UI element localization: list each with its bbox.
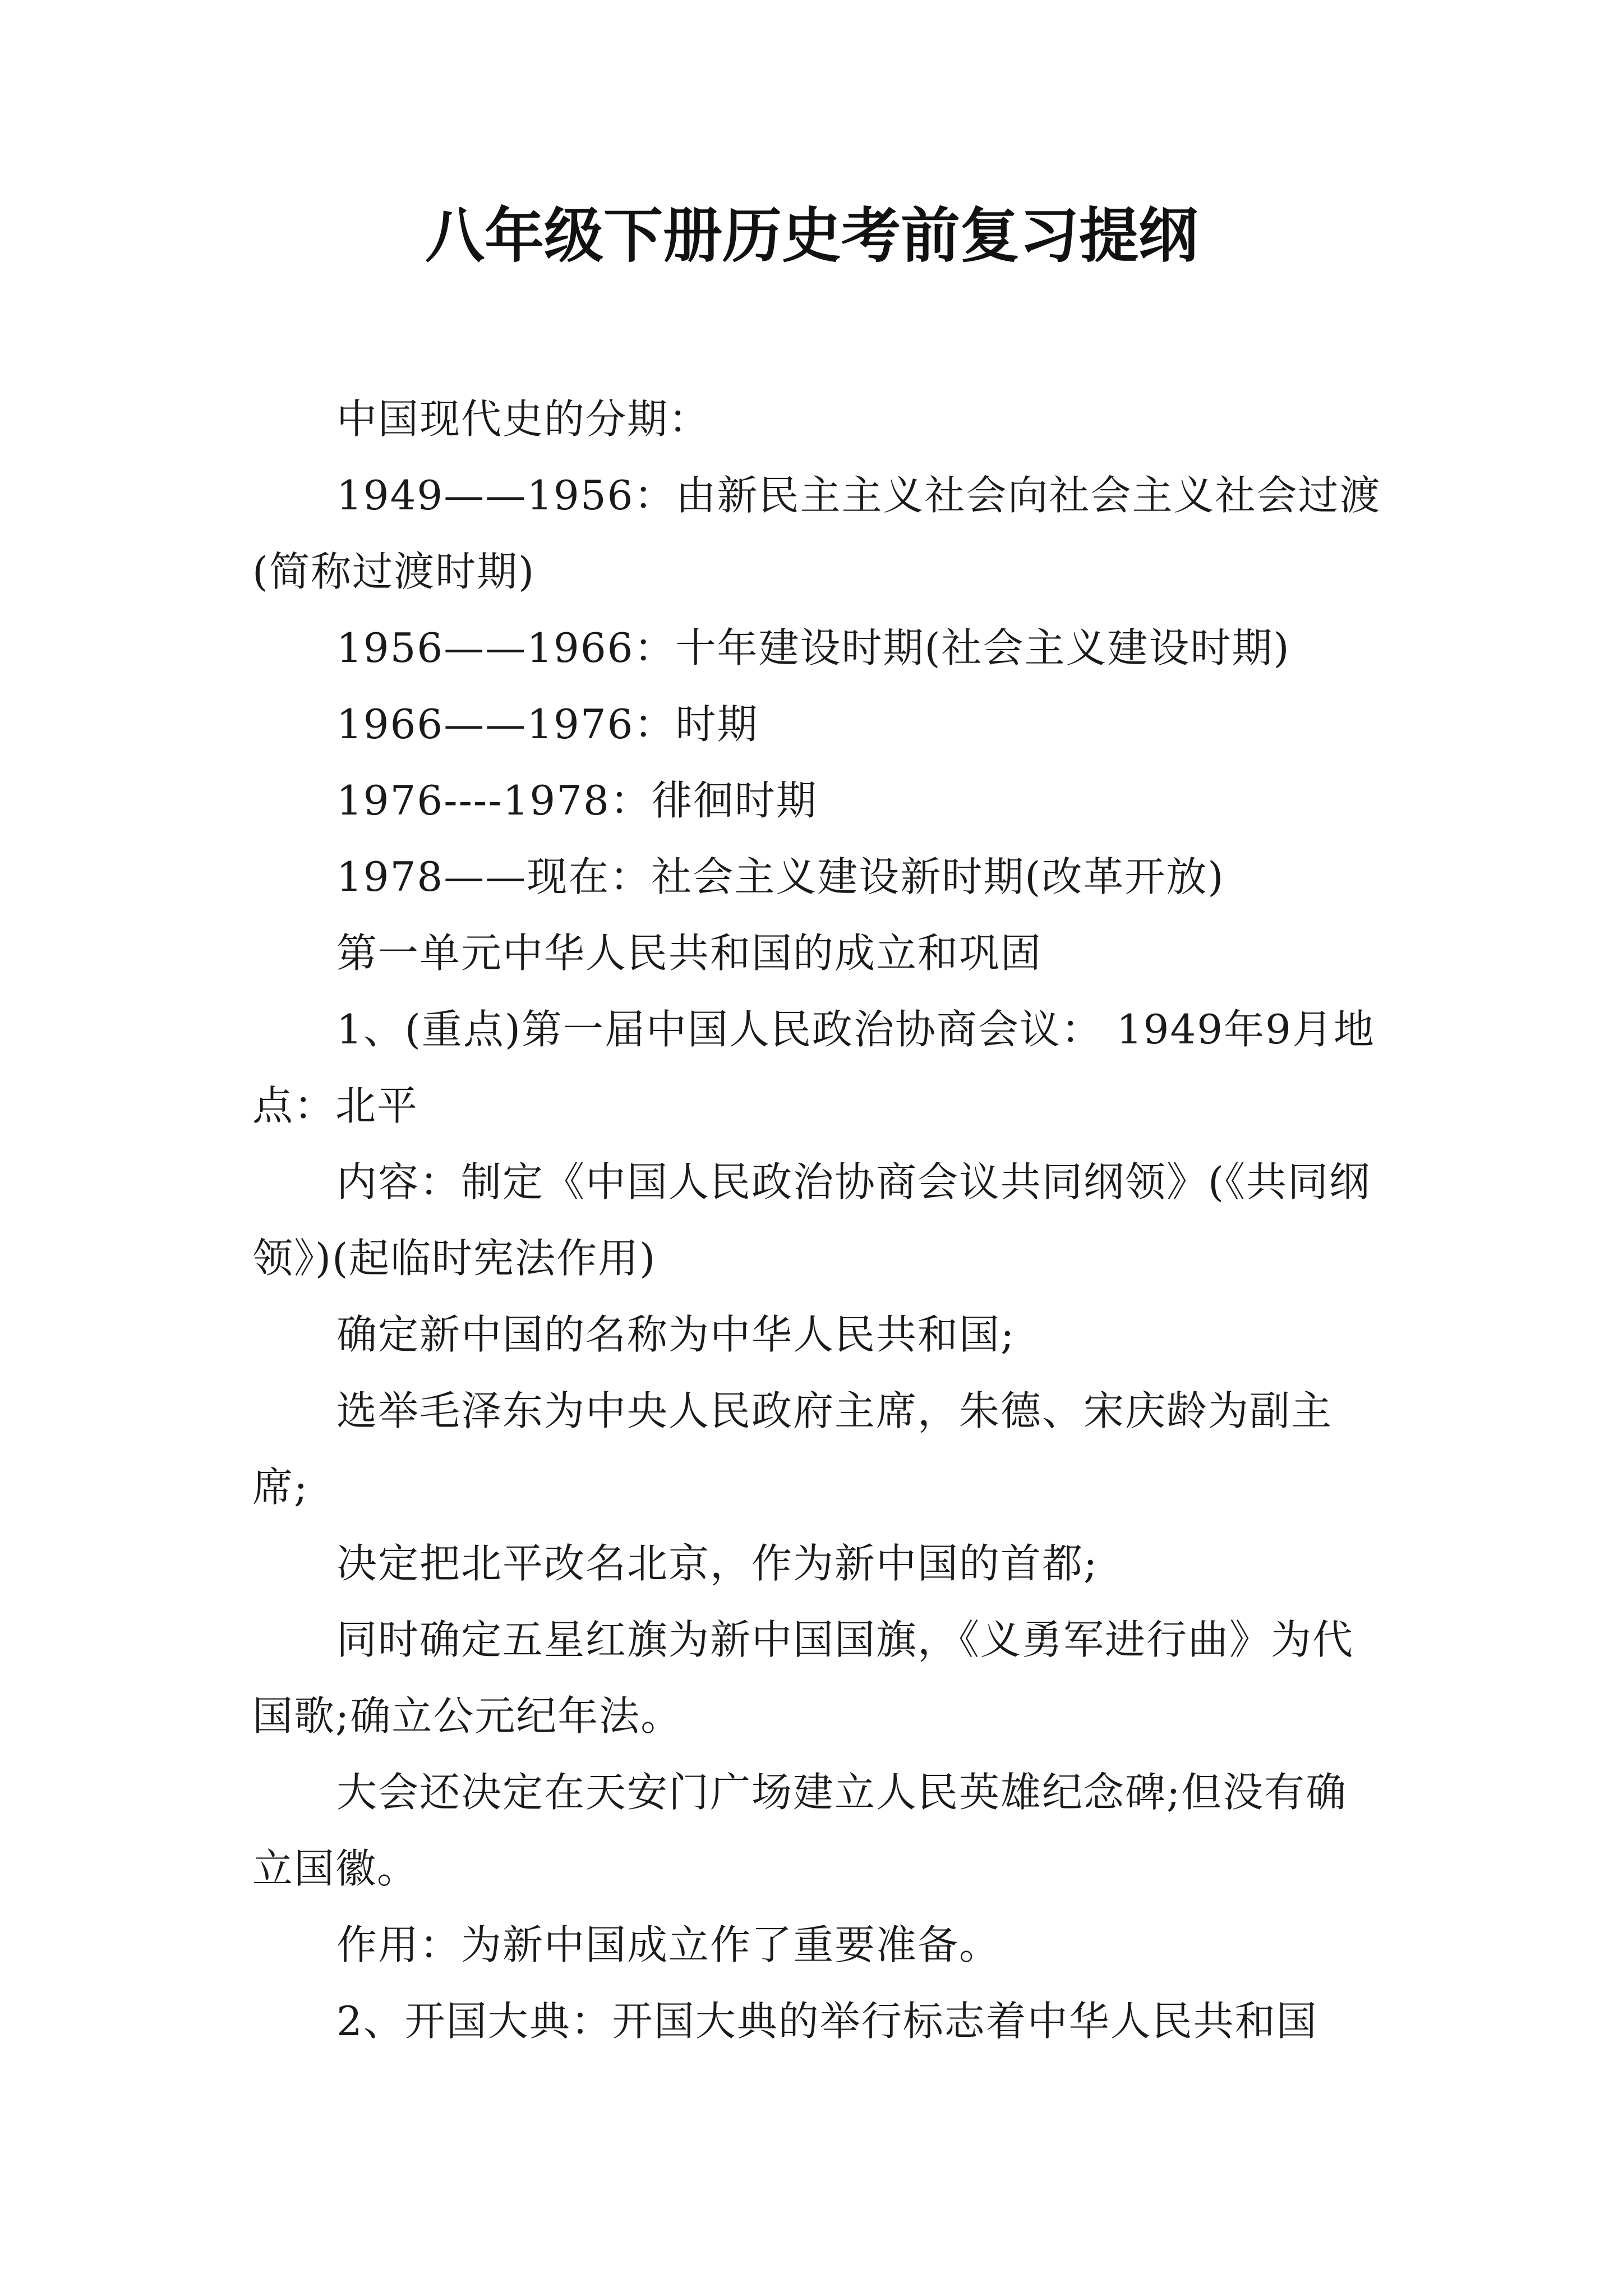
- paragraph-unit-one-heading: 第一单元中华人民共和国的成立和巩固: [336, 930, 1043, 977]
- document-title: 八年级下册历史考前复习提纲: [425, 200, 1198, 270]
- paragraph-period-1966-1976: 1966——1976：时期: [336, 701, 759, 748]
- paragraph-period-1976-1978: 1976----1978：徘徊时期: [336, 777, 818, 824]
- document-body: [252, 381, 1385, 2059]
- paragraph-cppcc-meeting: 1、(重点)第一届中国人民政治协商会议： 1949年9月地点：北平: [252, 1006, 1375, 1129]
- paragraph-monument: 大会还决定在天安门广场建立人民英雄纪念碑;但没有确立国徽。: [252, 1769, 1348, 1892]
- paragraph-periodization-heading: 中国现代史的分期：: [336, 395, 711, 443]
- paragraph-flag-anthem: 同时确定五星红旗为新中国国旗，《义勇军进行曲》为代国歌;确立公元纪年法。: [252, 1616, 1354, 1740]
- paragraph-capital: 决定把北平改名北京，作为新中国的首都;: [336, 1540, 1099, 1587]
- paragraph-significance: 作用：为新中国成立作了重要准备。: [336, 1921, 1001, 1968]
- paragraph-period-1949-1956: 1949——1956：由新民主主义社会向社会主义社会过渡(简称过渡时期): [252, 472, 1381, 595]
- paragraph-period-1978-now: 1978——现在：社会主义建设新时期(改革开放): [336, 853, 1225, 900]
- paragraph-cppcc-content: 内容：制定《中国人民政治协商会议共同纲领》(《共同纲领》)(起临时宪法作用): [252, 1158, 1371, 1282]
- paragraph-founding-ceremony: 2、开国大典：开国大典的举行标志着中华人民共和国: [336, 1998, 1318, 2045]
- paragraph-period-1956-1966: 1956——1966：十年建设时期(社会主义建设时期): [336, 624, 1290, 671]
- paragraph-chairman-election: 选举毛泽东为中央人民政府主席，朱德、宋庆龄为副主席;: [252, 1387, 1333, 1511]
- paragraph-country-name: 确定新中国的名称为中华人民共和国;: [336, 1311, 1016, 1358]
